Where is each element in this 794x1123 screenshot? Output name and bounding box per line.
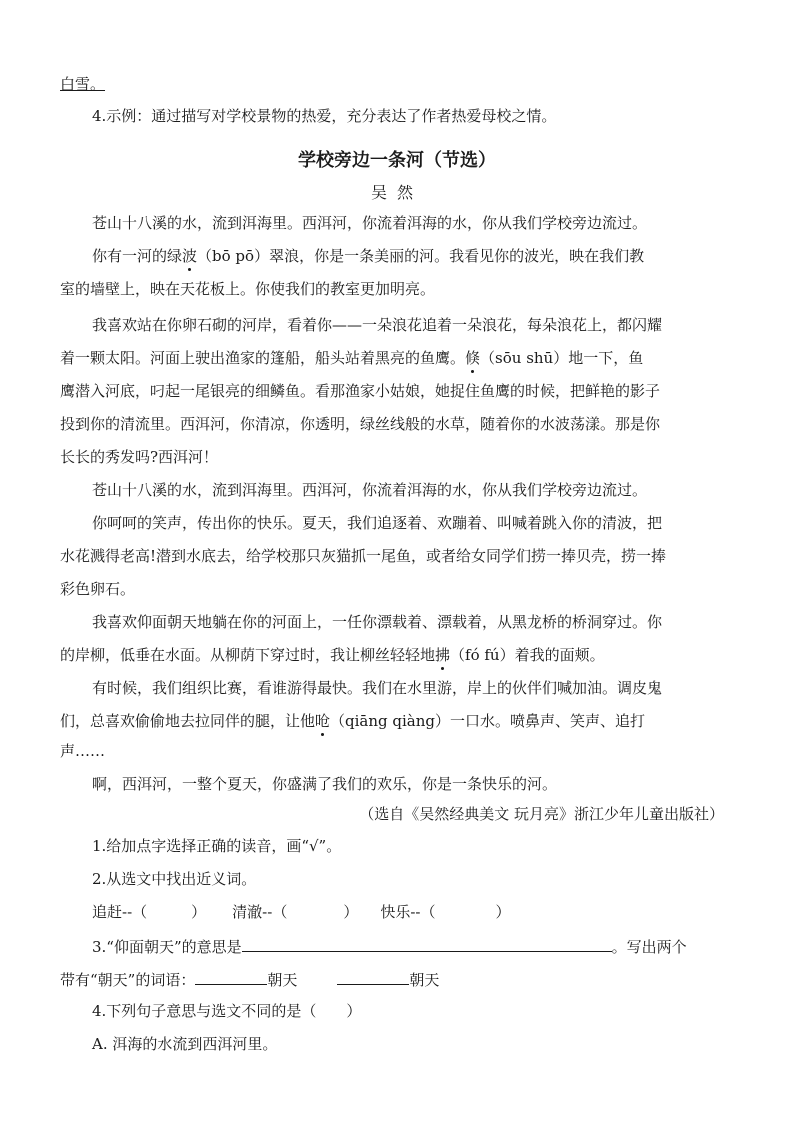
- article-title: 学校旁边一条河（节选）: [298, 150, 496, 171]
- answer-blank[interactable]: [242, 935, 612, 952]
- paragraph-6-line-1: 我喜欢仰面朝天地躺在你的河面上，一任你漂载着、漂载着，从黑龙桥的桥洞穿过。你: [92, 613, 663, 631]
- paragraph-5-line-3: 彩色卵石。: [60, 580, 136, 598]
- question-4-option-a: A. 洱海的水流到西洱河里。: [92, 1035, 278, 1053]
- paragraph-7-line-2: 们，总喜欢偷偷地去拉同伴的腿，让他呛（qiāng qiàng）一口水。喷鼻声、笑声、追打: [60, 712, 646, 730]
- paragraph-5-line-2: 水花溅得老高!潜到水底去，给学校那只灰猫抓一尾鱼，或者给女同学们捞一捧贝壳，捞一捧: [60, 547, 667, 565]
- dotted-char: 呛: [315, 712, 331, 730]
- dotted-char: 波: [182, 247, 198, 265]
- answer-blank[interactable]: [195, 968, 267, 985]
- paragraph-7-line-3: 声……: [60, 742, 106, 760]
- question-2-synonyms: 追赶--（ ） 清澈--（ ） 快乐--（ ）: [92, 903, 511, 921]
- paragraph-5-line-1: 你呵呵的笑声，传出你的快乐。夏天，我们追逐着、欢蹦着、叫喊着跳入你的清波，把: [92, 514, 663, 532]
- paragraph-3-line-5: 长长的秀发吗?西洱河！: [60, 448, 219, 466]
- question-3-line-2: 带有“朝天”的词语： 朝天 朝天: [60, 968, 740, 990]
- paragraph-2-line-1: 你有一河的绿波（bō pō）翠浪，你是一条美丽的河。我看见你的波光，映在我们教: [92, 247, 645, 265]
- paragraph-8: 啊，西洱河，一整个夏天，你盛满了我们的欢乐，你是一条快乐的河。: [92, 775, 558, 793]
- paragraph-7-line-1: 有时候，我们组织比赛，看谁游得最快。我们在水里游，岸上的伙伴们喊加油。调皮鬼: [92, 679, 663, 697]
- answer-blank[interactable]: [337, 968, 409, 985]
- source-citation: （选自《吴然经典美文 玩月亮》浙江少年儿童出版社）: [359, 805, 724, 823]
- paragraph-3-line-2: 着一颗太阳。河面上驶出渔家的篷船，船头站着黑亮的鱼鹰。倏（sōu shū）地一下，鱼: [60, 349, 644, 367]
- question-3-line-1: 3.“仰面朝天”的意思是 。写出两个: [92, 935, 740, 957]
- question-1: 1.给加点字选择正确的读音，画“√”。: [92, 837, 342, 855]
- article-author: 吴然: [370, 183, 423, 202]
- paragraph-4: 苍山十八溪的水，流到洱海里。西洱河，你流着洱海的水，你从我们学校旁边流过。: [92, 481, 648, 499]
- paragraph-3-line-4: 投到你的清流里。西洱河，你清凉，你透明，绿丝线般的水草，随着你的水波荡漾。那是你: [60, 415, 661, 433]
- dotted-char: 倏: [465, 349, 481, 367]
- question-4: 4.下列句子意思与选文不同的是（ ）: [92, 1002, 362, 1020]
- paragraph-6-line-2: 的岸柳，低垂在水面。从柳荫下穿过时，我让柳丝轻轻地拂（fó fú）着我的面颊。: [60, 646, 605, 664]
- paragraph-3-line-3: 鹰潜入河底，叼起一尾银亮的细鳞鱼。看那渔家小姑娘，她捉住鱼鹰的时候，把鲜艳的影子: [60, 382, 661, 400]
- paragraph-2-line-2: 室的墙壁上，映在天花板上。你使我们的教室更加明亮。: [60, 280, 436, 298]
- prev-answer-4: 4.示例：通过描写对学校景物的热爱，充分表达了作者热爱母校之情。: [92, 107, 557, 125]
- question-2: 2.从选文中找出近义词。: [92, 870, 257, 888]
- prev-answer-end: 白雪。: [60, 75, 106, 93]
- paragraph-3-line-1: 我喜欢站在你卵石砌的河岸，看着你——一朵浪花追着一朵浪花，每朵浪花上，都闪耀: [92, 316, 663, 334]
- dotted-char: 拂: [435, 646, 451, 664]
- paragraph-1: 苍山十八溪的水，流到洱海里。西洱河，你流着洱海的水，你从我们学校旁边流过。: [92, 214, 648, 232]
